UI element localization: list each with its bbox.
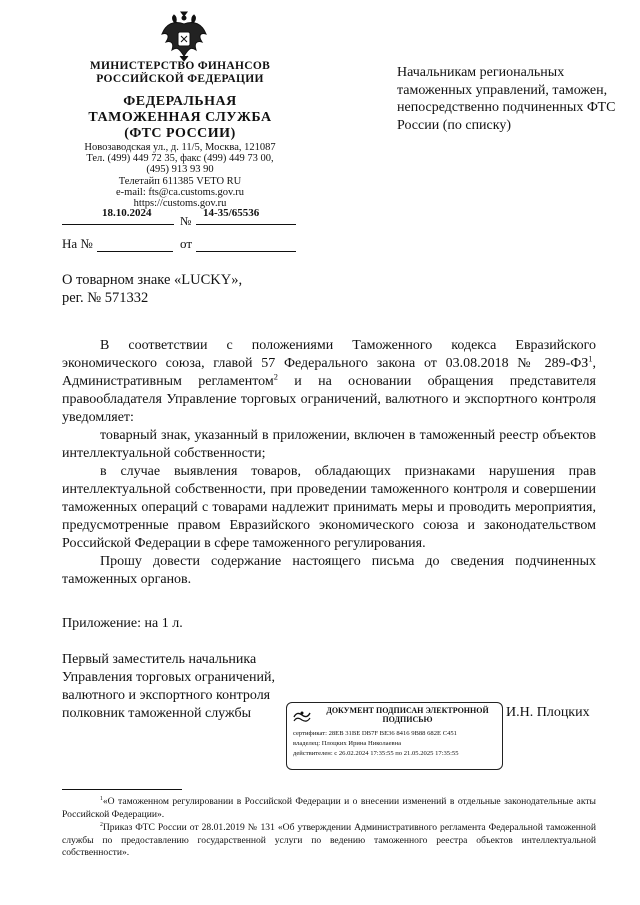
service-name — [40, 94, 320, 142]
signer-line-1: Первый заместитель начальника — [62, 652, 257, 667]
coat-of-arms-emblem — [160, 10, 208, 62]
footnote-1-text: «О таможенном регулировании в Российской Федерации и о внесении изменений в отдельные законодательные акты Российской Федерации». — [62, 796, 596, 820]
stamp-certificate: сертификат: 28EB 31BE DB7F BE36 8416 9B88 682E C451 — [293, 730, 457, 737]
number-sign: № — [180, 214, 192, 228]
footnote-separator — [62, 789, 182, 790]
electronic-signature-stamp — [286, 702, 503, 770]
reference-date-line — [196, 251, 296, 252]
footnote-ref-1: 1 — [588, 354, 593, 364]
signer-line-4: полковник таможенной службы — [62, 706, 252, 721]
subject-line-2: рег. № 571332 — [62, 290, 149, 306]
footnote-ref-2: 2 — [273, 372, 278, 382]
signature-logo-icon — [291, 709, 313, 725]
stamp-title: ДОКУМЕНТ ПОДПИСАН ЭЛЕКТРОННОЙ ПОДПИСЬЮ — [326, 706, 489, 724]
footnote-1 — [62, 796, 596, 821]
footnote-1-mark: 1 — [100, 795, 103, 802]
service-line-1: ФЕДЕРАЛЬНАЯ — [123, 94, 237, 109]
ministry-line-1: МИНИСТЕРСТВО ФИНАНСОВ — [89, 60, 271, 72]
subject — [62, 271, 242, 307]
reference-number-line — [97, 251, 173, 252]
ministry-name — [40, 60, 320, 86]
stamp-validity: действителен: с 26.02.2024 17:35:55 по 21.05.2025 17:35:55 — [293, 750, 459, 757]
contact-address: Новозаводская ул., д. 11/5, Москва, 121087 — [84, 142, 276, 153]
paragraph-1-part-c: и на основании обращения представителя правообладателя Управление торговых ограничений, валютного и экспортного контроля уведомляет: — [62, 374, 596, 425]
contact-teletype: Телетайп 611385 VETO RU — [118, 175, 242, 187]
paragraph-4: Прошу довести содержание настоящего письма до сведения подчиненных таможенных органов. — [62, 554, 596, 587]
service-line-3: (ФТС РОССИИ) — [124, 126, 236, 141]
ministry-line-2: РОССИЙСКОЙ ФЕДЕРАЦИИ — [96, 73, 264, 85]
paragraph-1-part-a: В соответствии с положениями Таможенного кодекса Евразийского экономического союза, главой 57 Федерального закона от 03.08.2018 № 289-ФЗ — [62, 338, 596, 371]
signer-line-3: валютного и экспортного контроля — [62, 688, 271, 703]
letter-body — [62, 337, 596, 589]
paragraph-2: товарный знак, указанный в приложении, включен в таможенный реестр объектов интеллектуальной собственности; — [62, 428, 596, 461]
footnote-2-text: Приказ ФТС России от 28.01.2019 № 131 «Об утверждении Административного регламента Федеральной таможенной службы по предоставлению государственной услуги по ведению таможенного реестра объектов интеллектуальной собственности». — [62, 822, 596, 858]
registration-number: 14-35/65536 — [203, 207, 260, 219]
contact-phone-2: (495) 913 93 90 — [146, 164, 214, 176]
paragraph-1 — [62, 337, 596, 427]
signer-name: И.Н. Плоцких — [506, 705, 590, 720]
number-underline — [196, 224, 296, 225]
subject-line-1: О товарном знаке «LUCKY», — [62, 272, 243, 288]
paragraph-3: в случае выявления товаров, обладающих признаками нарушения прав интеллектуальной собственности, при проведении таможенного контроля и совершении таможенных операций с товарами надлежит принимать меры и проводить мероприятия, предусмотренные правом Евразийского экономического союза и законодательством Российской Федерации в сфере таможенного регулирования. — [62, 464, 596, 551]
appendix-note: Приложение: на 1 л. — [62, 616, 183, 631]
service-line-2: ТАМОЖЕННАЯ СЛУЖБА — [88, 110, 272, 125]
contact-email: e-mail: fts@ca.customs.gov.ru — [116, 186, 244, 198]
contact-website: https://customs.gov.ru — [133, 198, 227, 210]
footnote-2-mark: 2 — [100, 821, 103, 828]
stamp-owner: владелец: Плоцких Ирина Николаевна — [293, 740, 402, 747]
signer-position — [62, 651, 302, 723]
paragraph-1-part-b: , Административным регламентом — [62, 356, 596, 389]
contact-block — [40, 142, 320, 209]
footnote-2 — [62, 822, 596, 860]
registration-date: 18.10.2024 — [102, 207, 152, 219]
reference-date-label: от — [180, 236, 193, 251]
contact-phone: Тел. (499) 449 72 35, факс (499) 449 73 00, — [86, 153, 274, 165]
reference-number-label: На № — [62, 236, 93, 251]
date-underline — [62, 224, 174, 225]
recipient-block: Начальникам региональных таможенных управлений, таможен, непосредственно подчиненных ФТС России (по списку) — [397, 65, 616, 133]
signer-line-2: Управления торговых ограничений, — [62, 670, 275, 685]
